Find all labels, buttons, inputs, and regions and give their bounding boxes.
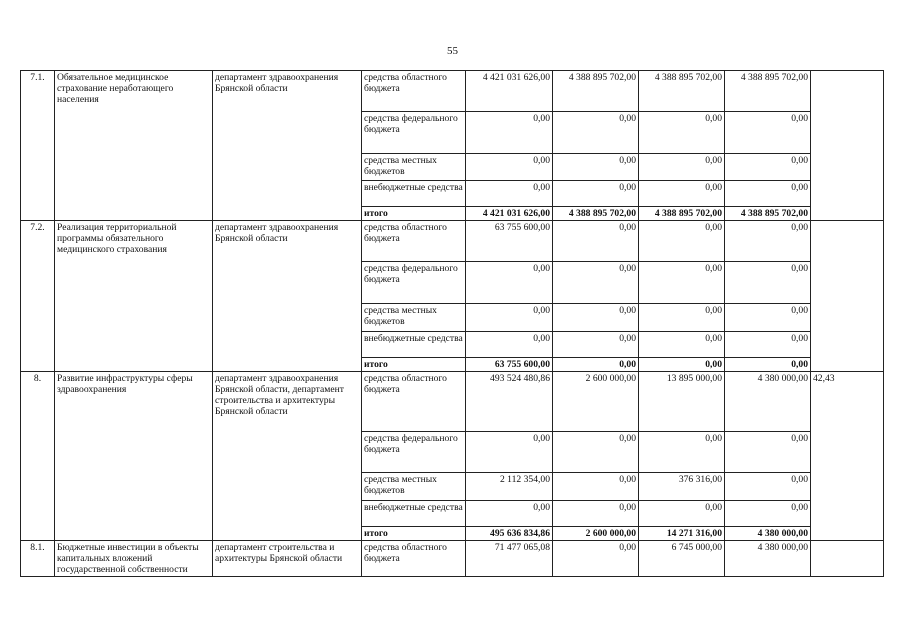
table-row <box>21 541 884 577</box>
amount-year-2: 0,00 <box>553 332 639 358</box>
item-name: Обязательное медицинское страхование неработающего населения <box>55 71 213 221</box>
amount-year-1: 63 755 600,00 <box>466 221 553 262</box>
table-row <box>21 71 884 112</box>
funding-source: средства местных бюджетов <box>362 304 466 332</box>
amount-year-4: 0,00 <box>725 221 811 262</box>
amount-year-2: 0,00 <box>553 112 639 154</box>
amount-year-1: 495 636 834,86 <box>466 527 553 541</box>
page-number: 55 <box>447 45 458 57</box>
amount-year-3: 13 895 000,00 <box>639 372 725 432</box>
budget-table <box>20 70 884 577</box>
item-executor: департамент здравоохранения Брянской области <box>213 221 362 372</box>
amount-year-2: 0,00 <box>553 221 639 262</box>
amount-year-3: 0,00 <box>639 358 725 372</box>
amount-year-4: 0,00 <box>725 473 811 501</box>
amount-year-1: 0,00 <box>466 332 553 358</box>
amount-year-4: 0,00 <box>725 432 811 473</box>
amount-year-3: 0,00 <box>639 112 725 154</box>
table-row <box>21 372 884 432</box>
funding-source: средства местных бюджетов <box>362 154 466 181</box>
funding-source: итого <box>362 358 466 372</box>
amount-year-2: 0,00 <box>553 262 639 304</box>
amount-year-4: 4 380 000,00 <box>725 527 811 541</box>
amount-year-4: 0,00 <box>725 112 811 154</box>
item-executor: департамент здравоохранения Брянской области <box>213 71 362 221</box>
amount-year-4: 0,00 <box>725 358 811 372</box>
item-name: Развитие инфраструктуры сферы здравоохранения <box>55 372 213 541</box>
amount-year-1: 71 477 065,08 <box>466 541 553 577</box>
funding-source: средства местных бюджетов <box>362 473 466 501</box>
amount-year-2: 0,00 <box>553 501 639 527</box>
funding-source: средства областного бюджета <box>362 221 466 262</box>
amount-year-3: 6 745 000,00 <box>639 541 725 577</box>
item-executor: департамент здравоохранения Брянской области, департамент строительства и архитектуры Брянской области <box>213 372 362 541</box>
indicator-ref <box>811 541 884 577</box>
item-name: Бюджетные инвестиции в объекты капитальных вложений государственной собственности <box>55 541 213 577</box>
funding-source: средства областного бюджета <box>362 372 466 432</box>
amount-year-1: 0,00 <box>466 304 553 332</box>
funding-source: средства федерального бюджета <box>362 262 466 304</box>
amount-year-4: 0,00 <box>725 181 811 207</box>
amount-year-2: 0,00 <box>553 181 639 207</box>
amount-year-1: 0,00 <box>466 154 553 181</box>
amount-year-2: 4 388 895 702,00 <box>553 71 639 112</box>
amount-year-2: 0,00 <box>553 358 639 372</box>
amount-year-2: 4 388 895 702,00 <box>553 207 639 221</box>
amount-year-4: 0,00 <box>725 154 811 181</box>
amount-year-1: 4 421 031 626,00 <box>466 71 553 112</box>
funding-source: внебюджетные средства <box>362 181 466 207</box>
amount-year-3: 0,00 <box>639 304 725 332</box>
amount-year-4: 0,00 <box>725 304 811 332</box>
amount-year-3: 0,00 <box>639 154 725 181</box>
amount-year-3: 376 316,00 <box>639 473 725 501</box>
amount-year-3: 4 388 895 702,00 <box>639 71 725 112</box>
amount-year-2: 0,00 <box>553 432 639 473</box>
amount-year-1: 0,00 <box>466 262 553 304</box>
amount-year-2: 0,00 <box>553 541 639 577</box>
amount-year-1: 2 112 354,00 <box>466 473 553 501</box>
item-executor: департамент строительства и архитектуры Брянской области <box>213 541 362 577</box>
amount-year-2: 0,00 <box>553 304 639 332</box>
item-index: 8.1. <box>21 541 55 577</box>
item-name: Реализация территориальной программы обязательного медицинского страхования <box>55 221 213 372</box>
item-index: 8. <box>21 372 55 541</box>
budget-table-body <box>21 71 884 577</box>
amount-year-4: 4 388 895 702,00 <box>725 207 811 221</box>
amount-year-3: 4 388 895 702,00 <box>639 207 725 221</box>
indicator-ref: 42,43 <box>811 372 884 541</box>
amount-year-4: 4 388 895 702,00 <box>725 71 811 112</box>
amount-year-3: 0,00 <box>639 262 725 304</box>
amount-year-3: 0,00 <box>639 221 725 262</box>
amount-year-3: 0,00 <box>639 332 725 358</box>
amount-year-2: 2 600 000,00 <box>553 372 639 432</box>
amount-year-4: 0,00 <box>725 262 811 304</box>
funding-source: внебюджетные средства <box>362 501 466 527</box>
item-index: 7.2. <box>21 221 55 372</box>
amount-year-4: 0,00 <box>725 501 811 527</box>
amount-year-3: 0,00 <box>639 181 725 207</box>
funding-source: средства областного бюджета <box>362 541 466 577</box>
indicator-ref <box>811 71 884 221</box>
amount-year-3: 0,00 <box>639 501 725 527</box>
indicator-ref <box>811 221 884 372</box>
amount-year-1: 0,00 <box>466 181 553 207</box>
table-row <box>21 221 884 262</box>
funding-source: средства федерального бюджета <box>362 432 466 473</box>
funding-source: внебюджетные средства <box>362 332 466 358</box>
amount-year-1: 493 524 480,86 <box>466 372 553 432</box>
amount-year-2: 0,00 <box>553 473 639 501</box>
amount-year-3: 0,00 <box>639 432 725 473</box>
amount-year-4: 0,00 <box>725 332 811 358</box>
funding-source: средства федерального бюджета <box>362 112 466 154</box>
amount-year-2: 2 600 000,00 <box>553 527 639 541</box>
amount-year-1: 0,00 <box>466 432 553 473</box>
amount-year-3: 14 271 316,00 <box>639 527 725 541</box>
amount-year-1: 0,00 <box>466 112 553 154</box>
amount-year-1: 63 755 600,00 <box>466 358 553 372</box>
amount-year-4: 4 380 000,00 <box>725 541 811 577</box>
funding-source: итого <box>362 527 466 541</box>
funding-source: итого <box>362 207 466 221</box>
amount-year-1: 0,00 <box>466 501 553 527</box>
item-index: 7.1. <box>21 71 55 221</box>
amount-year-1: 4 421 031 626,00 <box>466 207 553 221</box>
funding-source: средства областного бюджета <box>362 71 466 112</box>
amount-year-4: 4 380 000,00 <box>725 372 811 432</box>
amount-year-2: 0,00 <box>553 154 639 181</box>
